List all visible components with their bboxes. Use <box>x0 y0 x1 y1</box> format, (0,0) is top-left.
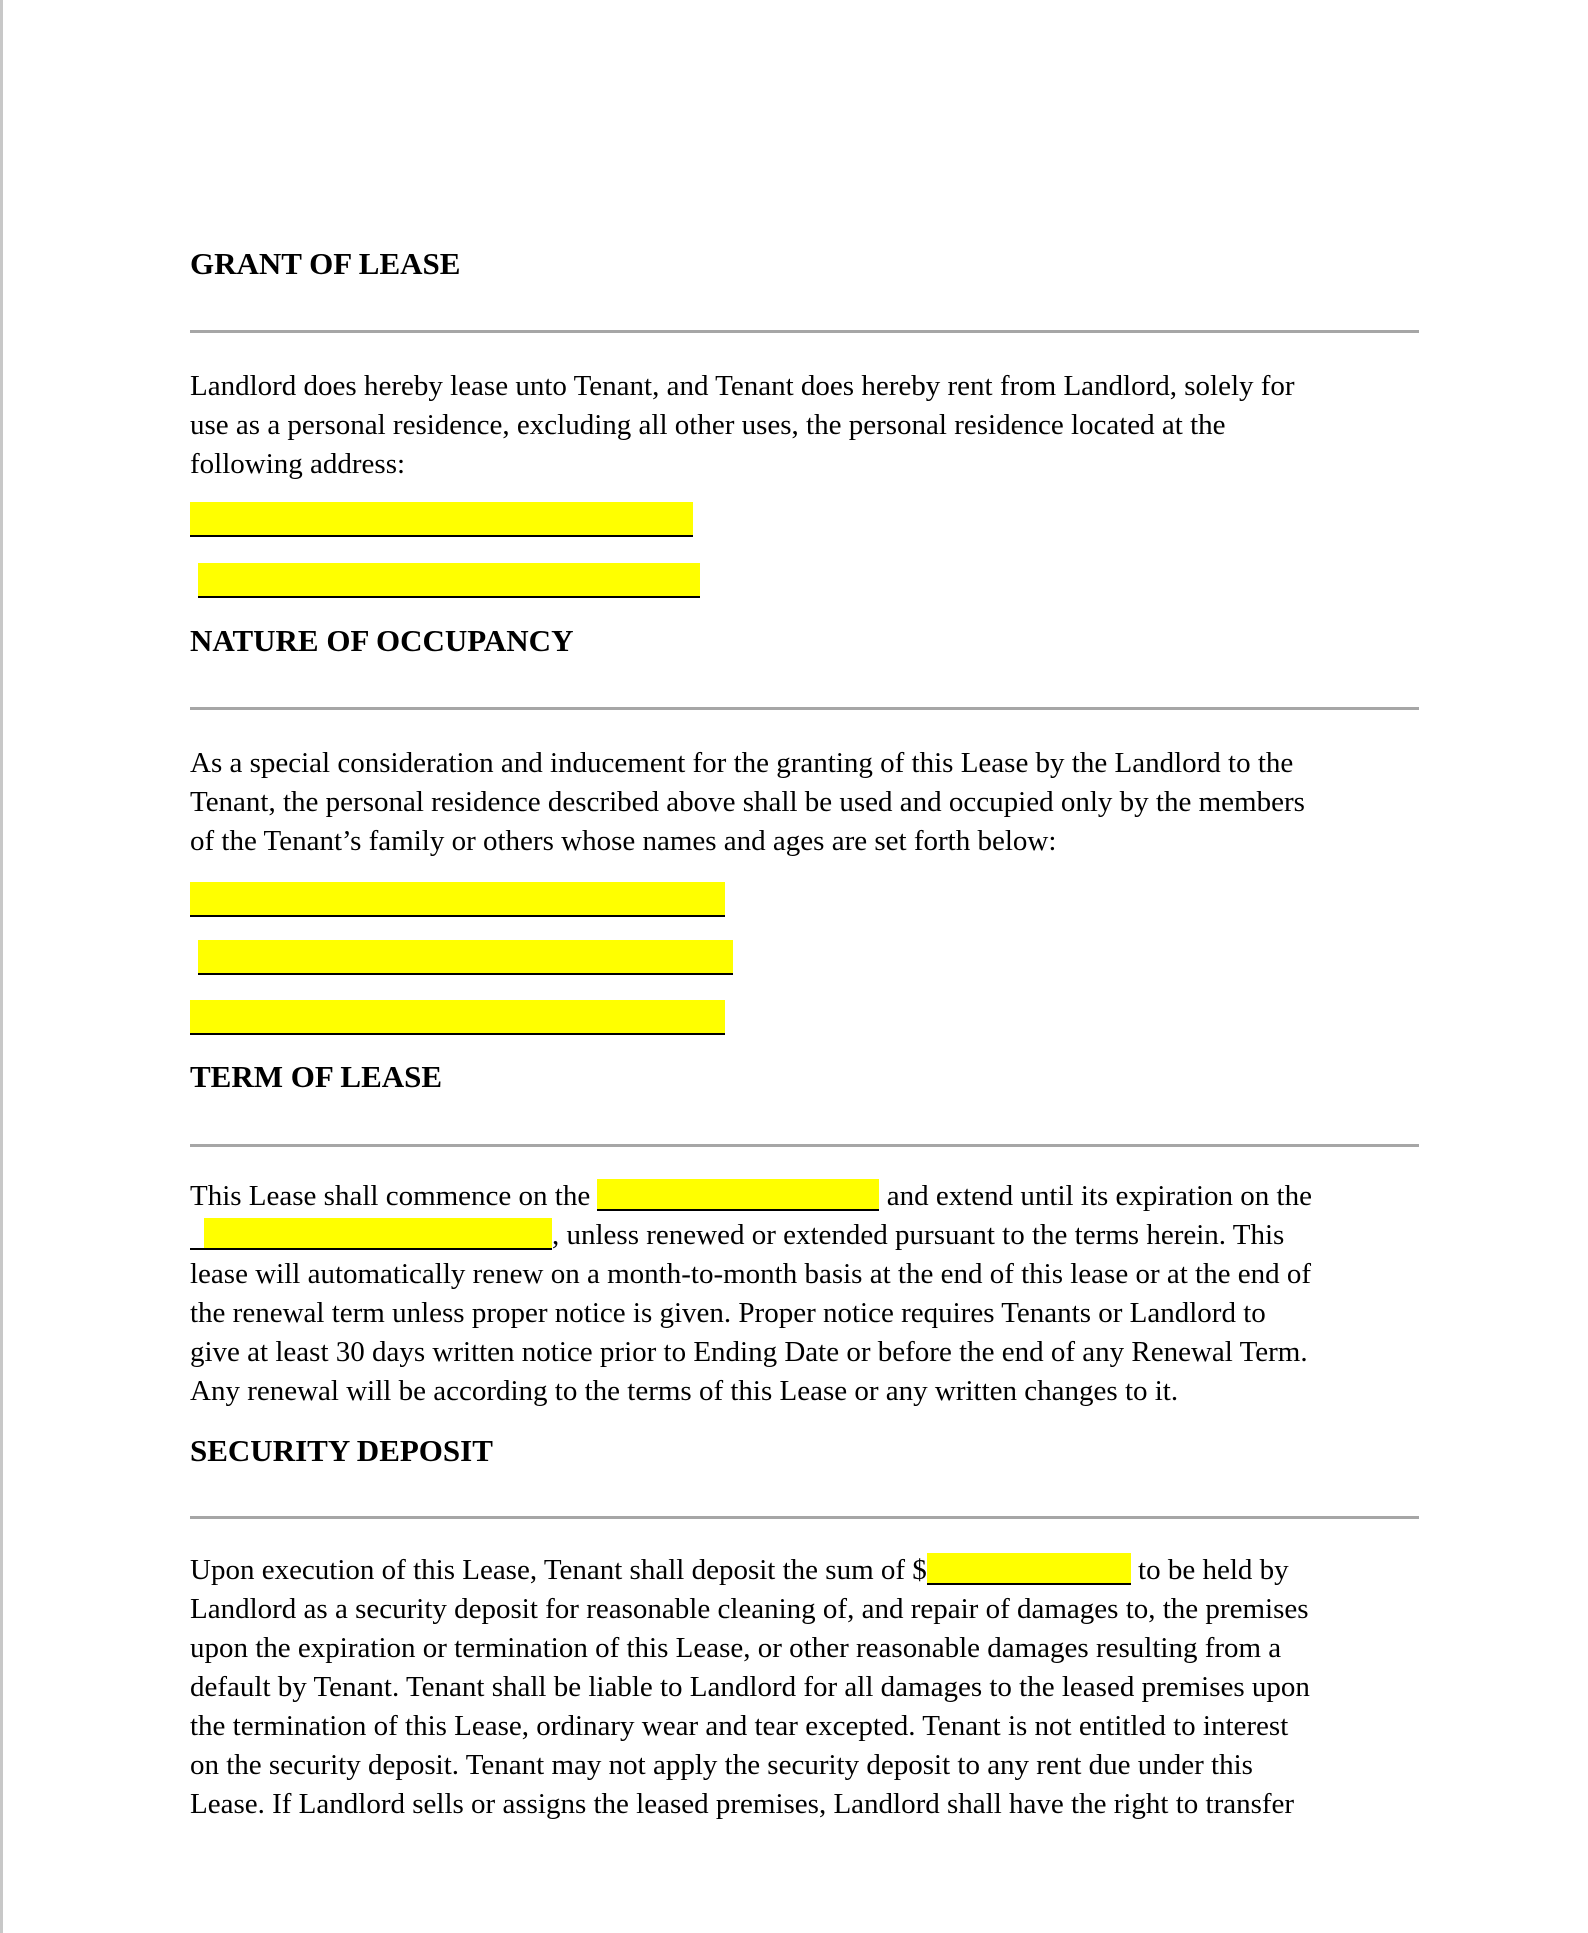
paragraph-line: use as a personal residence, excluding all other uses, the personal residence located at the <box>190 409 1226 441</box>
paragraph-line <box>190 1551 1430 1590</box>
paragraph-line: upon the expiration or termination of this Lease, or other reasonable damages resulting from a <box>190 1632 1282 1664</box>
held-by-text: to be held by <box>1138 1554 1289 1586</box>
term-of-lease-paragraph <box>190 1177 1430 1411</box>
security-deposit-paragraph <box>190 1551 1430 1824</box>
paragraph-line: default by Tenant. Tenant shall be liable to Landlord for all damages to the leased premises upon <box>190 1671 1310 1703</box>
page-left-edge <box>0 0 3 1933</box>
occupant-name-field-1[interactable] <box>190 882 725 917</box>
paragraph-line: As a special consideration and inducement for the granting of this Lease by the Landlord to the <box>190 747 1294 779</box>
grant-of-lease-divider <box>190 330 1419 333</box>
term-of-lease-heading: TERM OF LEASE <box>190 1059 443 1094</box>
term-of-lease-divider <box>190 1144 1419 1147</box>
paragraph-line: Lease. If Landlord sells or assigns the leased premises, Landlord shall have the right to transfer <box>190 1788 1295 1820</box>
paragraph-line: lease will automatically renew on a month-to-month basis at the end of this lease or at the end of <box>190 1258 1312 1290</box>
nature-of-occupancy-heading: NATURE OF OCCUPANCY <box>190 623 574 658</box>
nature-of-occupancy-paragraph <box>190 744 1430 861</box>
address-line-1-field[interactable] <box>190 502 693 537</box>
address-line-2-field[interactable] <box>198 563 700 598</box>
paragraph-line: Landlord as a security deposit for reasonable cleaning of, and repair of damages to, the premises <box>190 1593 1309 1625</box>
paragraph-line: of the Tenant’s family or others whose names and ages are set forth below: <box>190 825 1057 857</box>
security-deposit-divider <box>190 1516 1419 1519</box>
paragraph-line <box>190 1177 1430 1216</box>
paragraph-line: Any renewal will be according to the terms of this Lease or any written changes to it. <box>190 1375 1179 1407</box>
paragraph-line: the termination of this Lease, ordinary wear and tear excepted. Tenant is not entitled to interest <box>190 1710 1289 1742</box>
grant-of-lease-heading: GRANT OF LEASE <box>190 246 461 281</box>
paragraph-line: give at least 30 days written notice prior to Ending Date or before the end of any Renewal Term. <box>190 1336 1308 1368</box>
paragraph-line: the renewal term unless proper notice is given. Proper notice requires Tenants or Landlord to <box>190 1297 1266 1329</box>
expiration-text: and extend until its expiration on the <box>886 1180 1312 1212</box>
expiration-date-field[interactable] <box>190 1218 552 1250</box>
paragraph-line: Landlord does hereby lease unto Tenant, and Tenant does hereby rent from Landlord, solely for <box>190 370 1295 402</box>
paragraph-line: on the security deposit. Tenant may not apply the security deposit to any rent due under this <box>190 1749 1253 1781</box>
grant-of-lease-paragraph <box>190 367 1430 484</box>
deposit-amount-field[interactable] <box>927 1553 1131 1585</box>
paragraph-line: following address: <box>190 448 406 480</box>
nature-of-occupancy-divider <box>190 707 1419 710</box>
occupant-name-field-2[interactable] <box>198 940 733 975</box>
deposit-sum-text: Upon execution of this Lease, Tenant shall deposit the sum of $ <box>190 1554 927 1586</box>
occupant-name-field-3[interactable] <box>190 1000 725 1035</box>
paragraph-line: Tenant, the personal residence described above shall be used and occupied only by the members <box>190 786 1305 818</box>
commencement-date-field[interactable] <box>597 1179 879 1211</box>
commence-text: This Lease shall commence on the <box>190 1180 591 1212</box>
renewal-clause-text: , unless renewed or extended pursuant to the terms herein. This <box>552 1219 1285 1251</box>
paragraph-line <box>190 1216 1430 1255</box>
security-deposit-heading: SECURITY DEPOSIT <box>190 1433 493 1468</box>
